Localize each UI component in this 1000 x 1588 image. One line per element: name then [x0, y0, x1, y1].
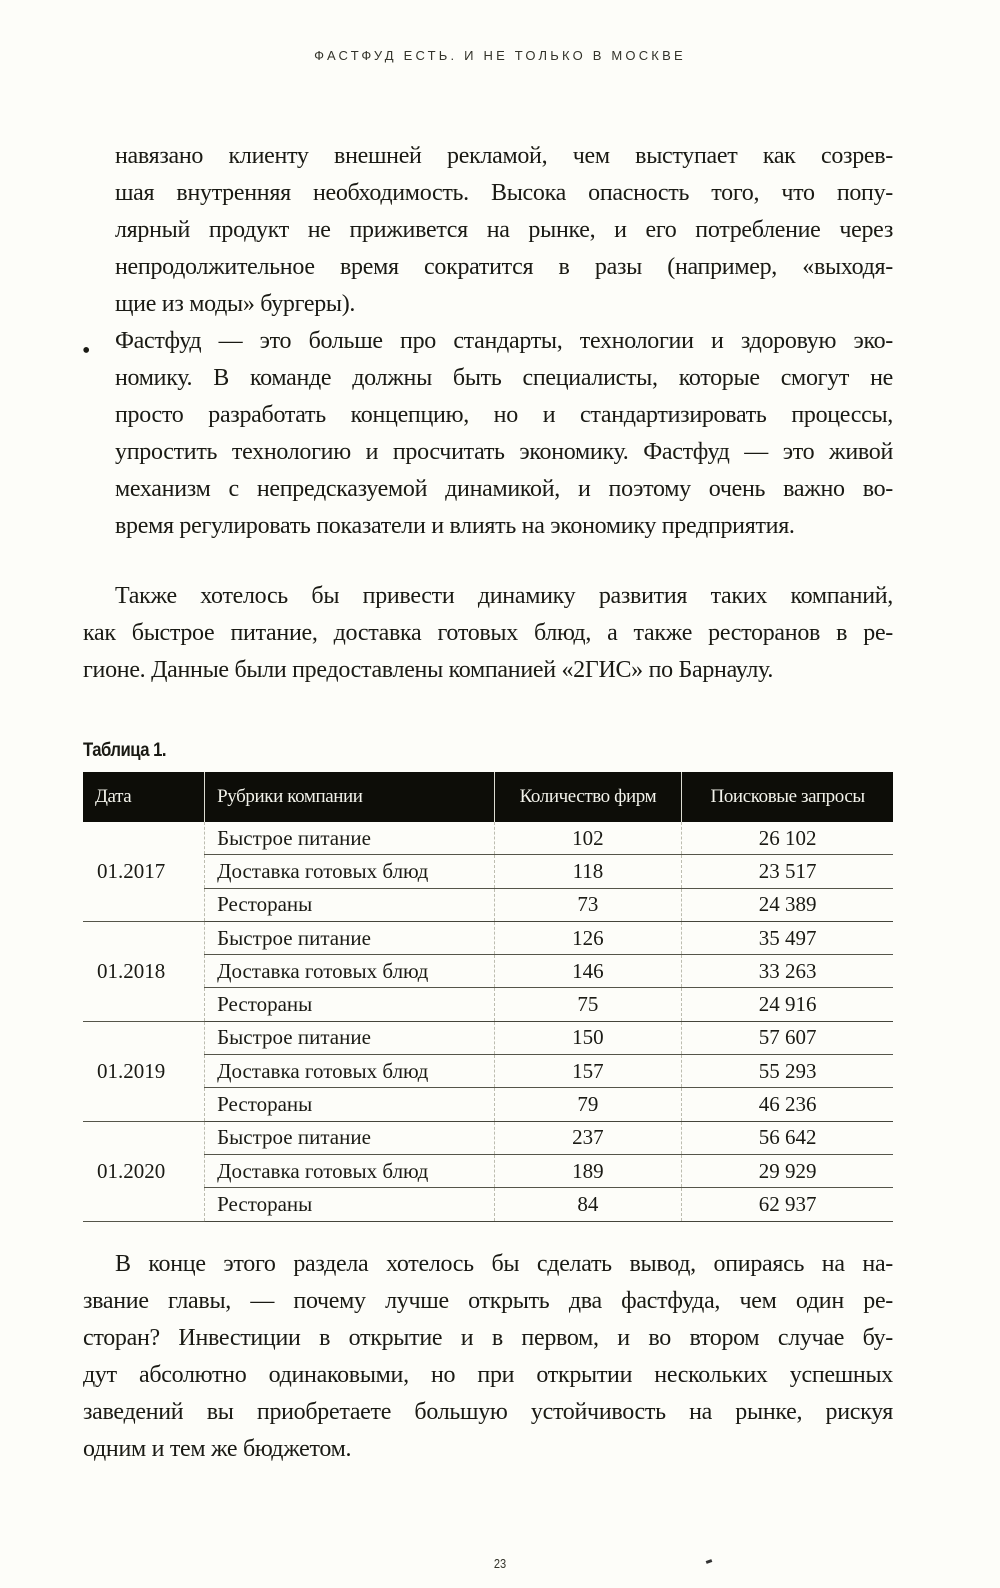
text-line: просто разработать концепцию, но и стандартизировать процессы,: [115, 402, 893, 428]
text-line: навязано клиенту внешней рекламой, чем выступает как созрев-: [115, 143, 893, 169]
table-header-row: [83, 772, 893, 822]
cell-date: 01.2019: [83, 1021, 205, 1121]
cell-count: 79: [494, 1088, 682, 1121]
cell-queries: 57 607: [682, 1021, 893, 1054]
paragraph-continuation: [115, 138, 893, 323]
table-row: [83, 1055, 893, 1088]
cell-rubric: Быстрое питание: [205, 822, 494, 855]
cell-count: 146: [494, 955, 682, 988]
cell-date: 01.2018: [83, 921, 205, 1021]
cell-rubric: Доставка готовых блюд: [205, 855, 494, 888]
text-line: дут абсолютно одинаковыми, но при открытии нескольких успешных: [83, 1362, 893, 1388]
cell-rubric: Быстрое питание: [205, 1121, 494, 1154]
text-line: В конце этого раздела хотелось бы сделать вывод, опираясь на на-: [115, 1251, 893, 1277]
table-row: [83, 855, 893, 888]
cell-count: 75: [494, 988, 682, 1021]
cell-queries: 46 236: [682, 1088, 893, 1121]
paragraph-conclusion: [83, 1246, 893, 1468]
table-row: [83, 988, 893, 1021]
table-body: [83, 822, 893, 1221]
cell-queries: 24 389: [682, 888, 893, 921]
text-line: время регулировать показатели и влиять на экономику предприятия.: [115, 513, 795, 539]
table-row: [83, 1088, 893, 1121]
table-row: [83, 1154, 893, 1187]
cell-rubric: Быстрое питание: [205, 1021, 494, 1054]
cell-rubric: Рестораны: [205, 988, 494, 1021]
cell-queries: 24 916: [682, 988, 893, 1021]
cell-count: 157: [494, 1055, 682, 1088]
cell-rubric: Доставка готовых блюд: [205, 955, 494, 988]
paragraph-intro-table: [83, 578, 893, 689]
header-count: Количество фирм: [494, 772, 682, 822]
text-line: заведений вы приобретаете большую устойчивость на рынке, рискуя: [83, 1399, 893, 1425]
text-line: механизм с непредсказуемой динамикой, и поэтому очень важно во-: [115, 476, 893, 502]
cell-queries: 26 102: [682, 822, 893, 855]
cell-count: 73: [494, 888, 682, 921]
table-row: [83, 1188, 893, 1221]
text-line: звание главы, — почему лучше открыть два фастфуда, чем один ре-: [83, 1288, 893, 1314]
text-line: лярный продукт не приживется на рынке, и его потребление через: [115, 217, 893, 243]
bullet-list-item: [115, 323, 893, 545]
cell-rubric: Доставка готовых блюд: [205, 1055, 494, 1088]
cell-rubric: Рестораны: [205, 888, 494, 921]
cell-rubric: Быстрое питание: [205, 921, 494, 954]
cell-date: 01.2020: [83, 1121, 205, 1221]
text-line: сторан? Инвестиции в открытие и в первом, и во втором случае бу-: [83, 1325, 893, 1351]
cell-rubric: Рестораны: [205, 1088, 494, 1121]
table-row: [83, 888, 893, 921]
text-line: номику. В команде должны быть специалисты, которые смогут не: [115, 365, 893, 391]
cell-count: 84: [494, 1188, 682, 1221]
running-head: ФАСТФУД ЕСТЬ. И НЕ ТОЛЬКО В МОСКВЕ: [314, 48, 686, 63]
text-line: упростить технологию и просчитать экономику. Фастфуд — это живой: [115, 439, 893, 465]
text-line: Фастфуд — это больше про стандарты, технологии и здоровую эко-: [115, 328, 893, 354]
text-line: гионе. Данные были предоставлены компанией «2ГИС» по Барнаулу.: [83, 657, 774, 683]
cell-count: 237: [494, 1121, 682, 1154]
table-row: [83, 1021, 893, 1054]
text-line: непродолжительное время сократится в разы (например, «выходя-: [115, 254, 893, 280]
page-number: 23: [493, 1556, 507, 1571]
table-caption: Таблица 1.: [83, 740, 167, 761]
header-date: Дата: [83, 772, 205, 822]
table-row: [83, 921, 893, 954]
cell-queries: 29 929: [682, 1154, 893, 1187]
data-table: [83, 772, 893, 1222]
cell-count: 118: [494, 855, 682, 888]
cell-count: 102: [494, 822, 682, 855]
cell-queries: 33 263: [682, 955, 893, 988]
bullet-icon: •: [82, 338, 91, 364]
cell-queries: 62 937: [682, 1188, 893, 1221]
cell-rubric: Доставка готовых блюд: [205, 1154, 494, 1187]
header-queries: Поисковые запросы: [682, 772, 893, 822]
cell-date: 01.2017: [83, 822, 205, 921]
cell-count: 150: [494, 1021, 682, 1054]
text-line: как быстрое питание, доставка готовых блюд, а также ресторанов в ре-: [83, 620, 893, 646]
table-row: [83, 1121, 893, 1154]
cell-queries: 56 642: [682, 1121, 893, 1154]
text-line: шая внутренняя необходимость. Высока опасность того, что попу-: [115, 180, 893, 206]
header-rubric: Рубрики компании: [205, 772, 494, 822]
text-line: Также хотелось бы привести динамику развития таких компаний,: [115, 583, 893, 609]
text-line: щие из моды» бургеры).: [115, 291, 356, 317]
text-line: одним и тем же бюджетом.: [83, 1436, 352, 1462]
table-row: [83, 822, 893, 855]
cell-count: 126: [494, 921, 682, 954]
cell-queries: 55 293: [682, 1055, 893, 1088]
cell-queries: 35 497: [682, 921, 893, 954]
cell-queries: 23 517: [682, 855, 893, 888]
cell-count: 189: [494, 1154, 682, 1187]
table-row: [83, 955, 893, 988]
cell-rubric: Рестораны: [205, 1188, 494, 1221]
